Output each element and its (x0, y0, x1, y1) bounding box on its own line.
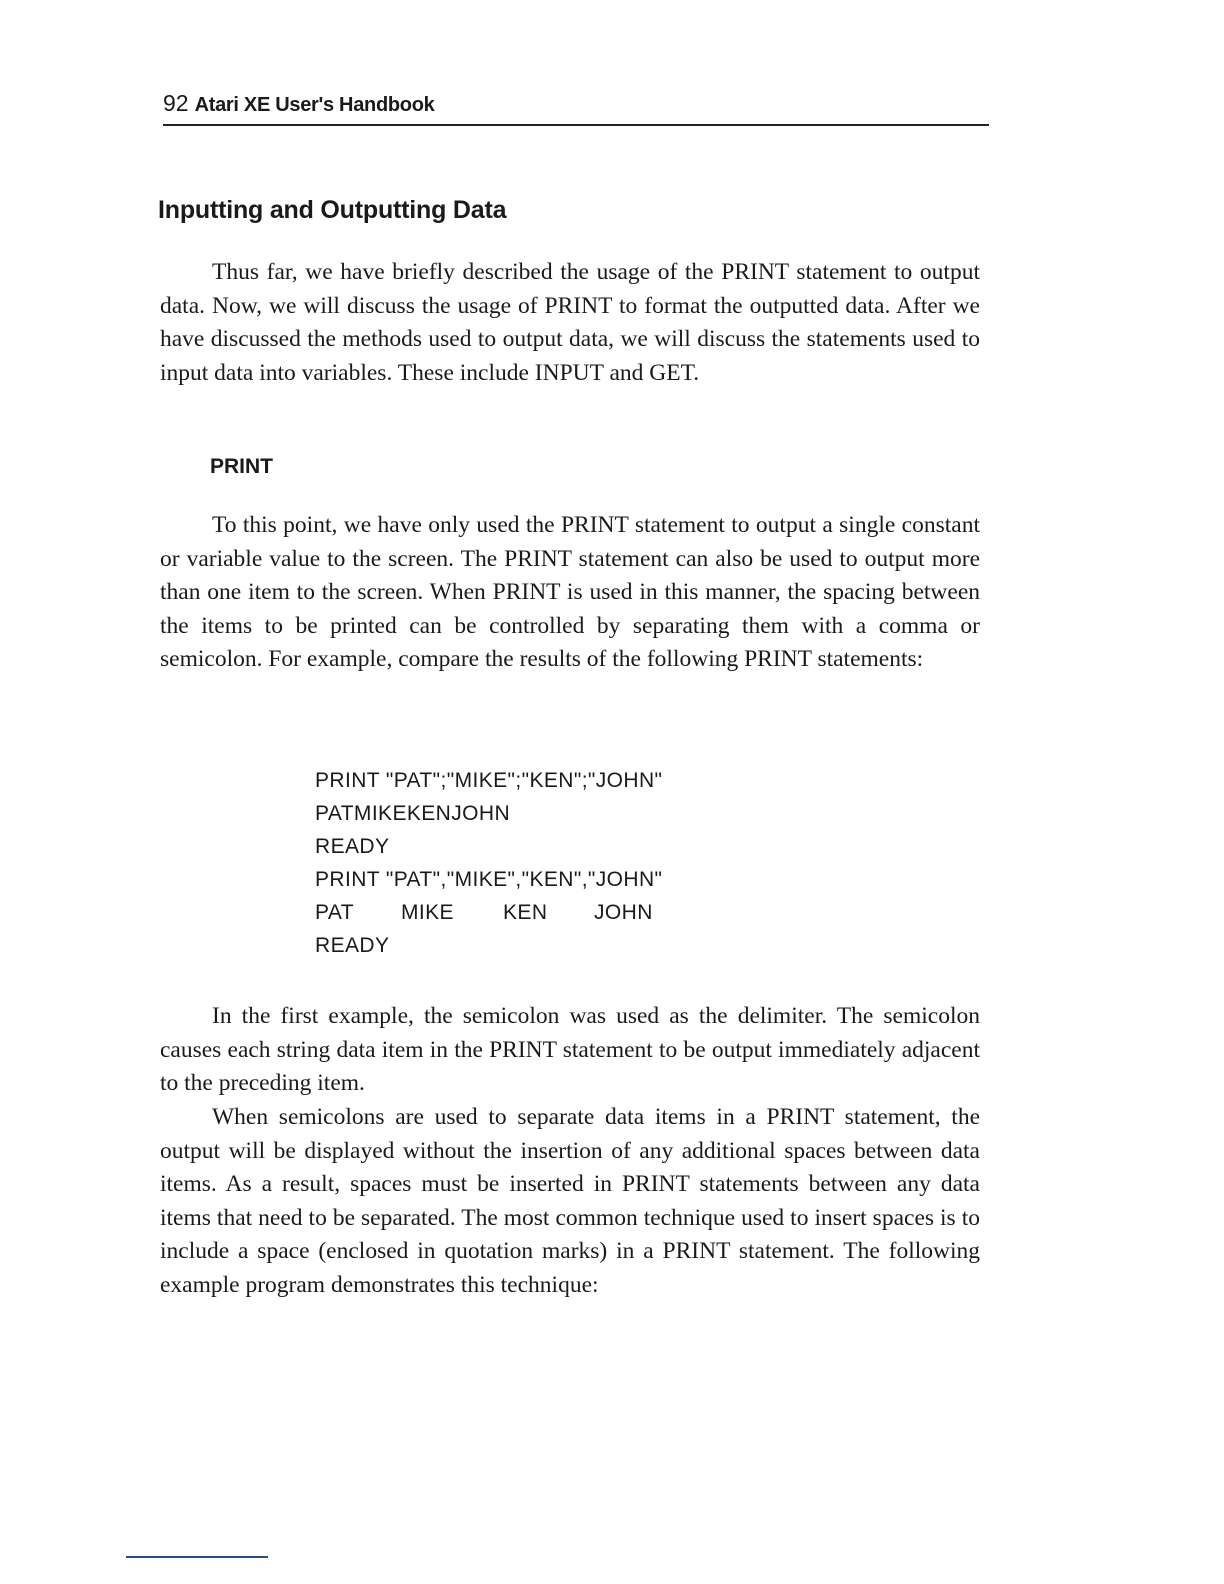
code-column: JOHN (594, 901, 653, 924)
running-header (163, 90, 989, 126)
semicolon-paragraph: In the first example, the semicolon was used as the delimiter. The semicolon causes each string data item in the PRINT statement to be output immediately adjacent to the preceding item. (160, 1003, 980, 1097)
subsection-title: PRINT (210, 455, 273, 478)
page-number: 92 (163, 90, 189, 116)
section-title: Inputting and Outputting Data (158, 196, 507, 224)
code-line: PRINT "PAT";"MIKE";"KEN";"JOHN" (315, 769, 663, 792)
code-column: KEN (503, 901, 548, 924)
code-column: PAT (315, 901, 354, 924)
code-line: PATMIKEKENJOHN (315, 802, 511, 825)
code-column: MIKE (401, 901, 454, 924)
book-title: Atari XE User's Handbook (194, 94, 435, 116)
code-line: PRINT "PAT","MIKE","KEN","JOHN" (315, 868, 663, 891)
semicolon-detail-paragraph: When semicolons are used to separate data items in a PRINT statement, the output will be displayed without the insertion of any additional spaces between data items. As a result, spaces must be inserted in PRINT statements between any data items that need to be separated. The most common technique used to insert spaces is to include a space (enclosed in quotation marks) in a PRINT statement. The following example program demonstrates this technique: (160, 1104, 980, 1298)
code-output-columns (315, 896, 875, 929)
intro-paragraph: Thus far, we have briefly described the usage of the PRINT statement to output data. Now, we will discuss the usage of PRINT to format the outputted data. After we have discussed the methods used to output data, we will discuss the statements used to input data into variables. These include INPUT and GET. (160, 259, 980, 386)
code-line: READY (315, 835, 390, 858)
code-line: READY (315, 934, 390, 957)
print-paragraph: To this point, we have only used the PRINT statement to output a single constant or variable value to the screen. The PRINT statement can also be used to output more than one item to the screen. When PRINT is used in this manner, the spacing between the items to be printed can be controlled by separating them with a comma or semicolon. For example, compare the results of the following PRINT statements: (160, 512, 980, 673)
code-example (315, 764, 875, 962)
footer-rule (126, 1556, 268, 1558)
